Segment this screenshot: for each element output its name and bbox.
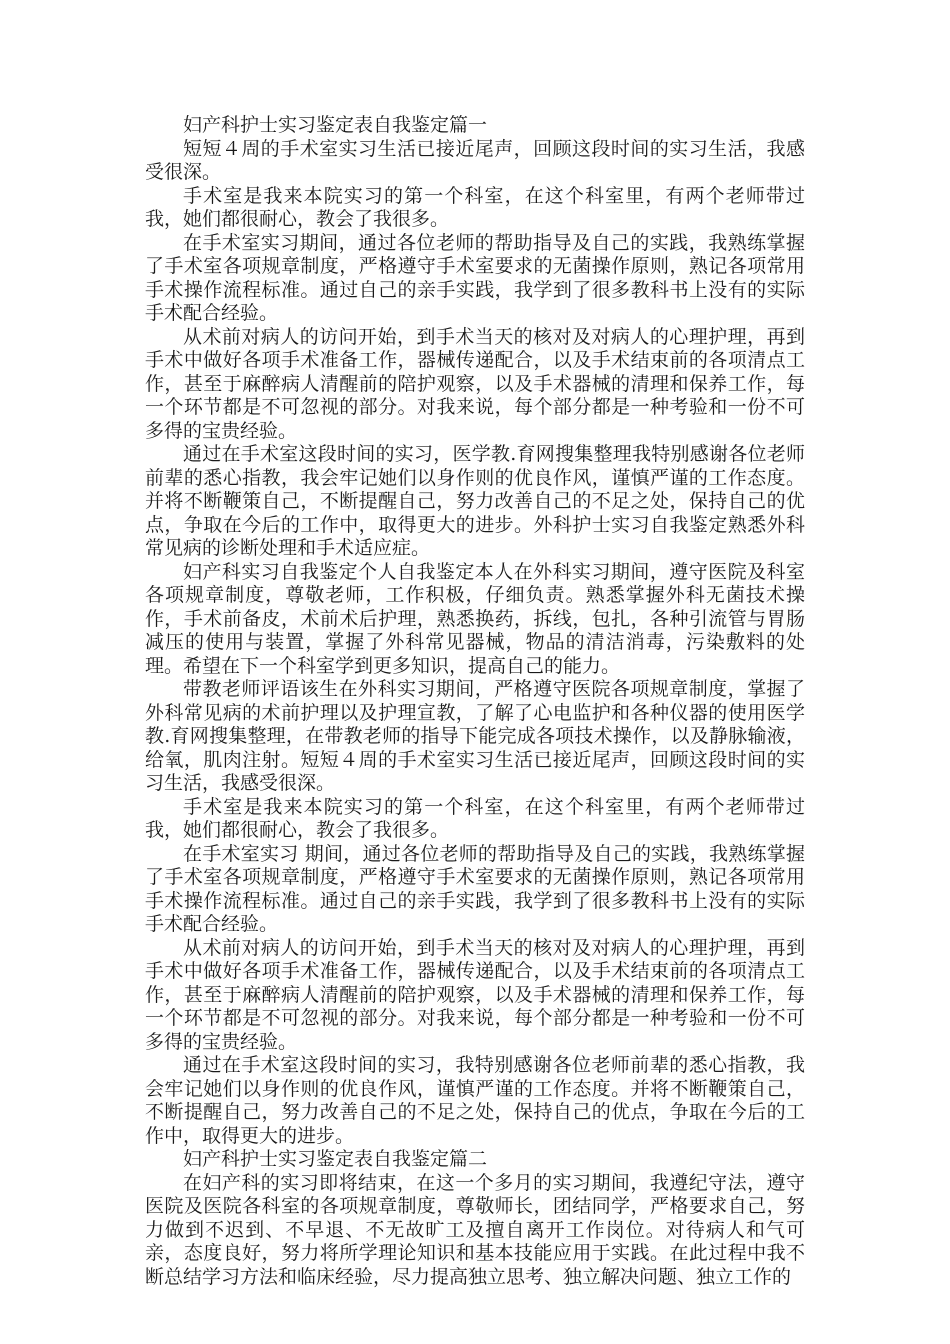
section-heading-1: 妇产科护士实习鉴定表自我鉴定篇一 [183, 114, 488, 136]
document-body [145, 114, 805, 1289]
paragraph: 手术室是我来本院实习的第一个科室，在这个科室里，有两个老师带过我，她们都很耐心，教会了我很多。 [145, 795, 805, 841]
paragraph: 从术前对病人的访问开始，到手术当天的核对及对病人的心理护理，再到手术中做好各项手术准备工作，器械传递配合，以及手术结束前的各项清点工作，甚至于麻醉病人清醒前的陪护观察，以及手术器械的清理和保养工作，每一个环节都是不可忽视的部分。对我来说，每个部分都是一种考验和一份不可多得的宝贵经验。 [145, 325, 805, 442]
paragraph: 从术前对病人的访问开始，到手术当天的核对及对病人的心理护理，再到手术中做好各项手术准备工作，器械传递配合，以及手术结束前的各项清点工作，甚至于麻醉病人清醒前的陪护观察，以及手术器械的清理和保养工作，每一个环节都是不可忽视的部分。对我来说，每个部分都是一种考验和一份不可多得的宝贵经验。 [145, 936, 805, 1053]
paragraph: 带教老师评语该生在外科实习期间，严格遵守医院各项规章制度，掌握了外科常见病的术前护理以及护理宣教，了解了心电监护和各种仪器的使用医学教.育网搜集整理，在带教老师的指导下能完成各项技术操作，以及静脉输液，给氧，肌肉注射。短短４周的手术室实习生活已接近尾声，回顾这段时间的实习生活，我感受很深。 [145, 678, 805, 794]
paragraph: 通过在手术室这段时间的实习，医学教.育网搜集整理我特别感谢各位老师前辈的悉心指教，我会牢记她们以身作则的优良作风，谨慎严谨的工作态度。并将不断鞭策自己，不断提醒自己，努力改善自己的不足之处，保持自己的优点，争取在今后的工作中，取得更大的进步。外科护士实习自我鉴定熟悉外科常见病的诊断处理和手术适应症。 [145, 443, 805, 559]
paragraph: 妇产科实习自我鉴定个人自我鉴定本人在外科实习期间，遵守医院及科室各项规章制度，尊敬老师，工作积极，仔细负责。熟悉掌握外科无菌技术操作，手术前备皮，术前术后护理，熟悉换药，拆线，包扎，各种引流管与胃肠减压的使用与装置，掌握了外科常见器械，物品的清洁消毒，污染敷料的处理。希望在下一个科室学到更多知识，提高自己的能力。 [145, 560, 805, 677]
paragraph: 在手术室实习期间，通过各位老师的帮助指导及自己的实践，我熟练掌握了手术室各项规章制度，严格遵守手术室要求的无菌操作原则，熟记各项常用手术操作流程标准。通过自己的亲手实践，我学到了很多教科书上没有的实际手术配合经验。 [145, 231, 805, 324]
paragraph: 在妇产科的实习即将结束，在这一个多月的实习期间，我遵纪守法，遵守医院及医院各科室的各项规章制度，尊敬师长，团结同学，严格要求自己，努力做到不迟到、不早退、不无故旷工及擅自离开工作岗位。对待病人和气可亲，态度良好，努力将所学理论知识和基本技能应用于实践。在此过程中我不断总结学习方法和临床经验，尽力提高独立思考、独立解决问题、独立工作的 [145, 1171, 805, 1288]
paragraph: 通过在手术室这段时间的实习，我特别感谢各位老师前辈的悉心指教，我会牢记她们以身作则的优良作风，谨慎严谨的工作态度。并将不断鞭策自己，不断提醒自己，努力改善自己的不足之处，保持自己的优点，争取在今后的工作中，取得更大的进步。 [145, 1054, 805, 1147]
paragraph: 手术室是我来本院实习的第一个科室，在这个科室里，有两个老师带过我，她们都很耐心，教会了我很多。 [145, 184, 805, 230]
section-heading-2: 妇产科护士实习鉴定表自我鉴定篇二 [183, 1148, 488, 1170]
paragraph: 在手术室实习 期间，通过各位老师的帮助指导及自己的实践，我熟练掌握了手术室各项规章制度，严格遵守手术室要求的无菌操作原则，熟记各项常用手术操作流程标准。通过自己的亲手实践，我学到了很多教科书上没有的实际手术配合经验。 [145, 842, 805, 935]
paragraph: 短短４周的手术室实习生活已接近尾声，回顾这段时间的实习生活，我感受很深。 [145, 137, 805, 183]
